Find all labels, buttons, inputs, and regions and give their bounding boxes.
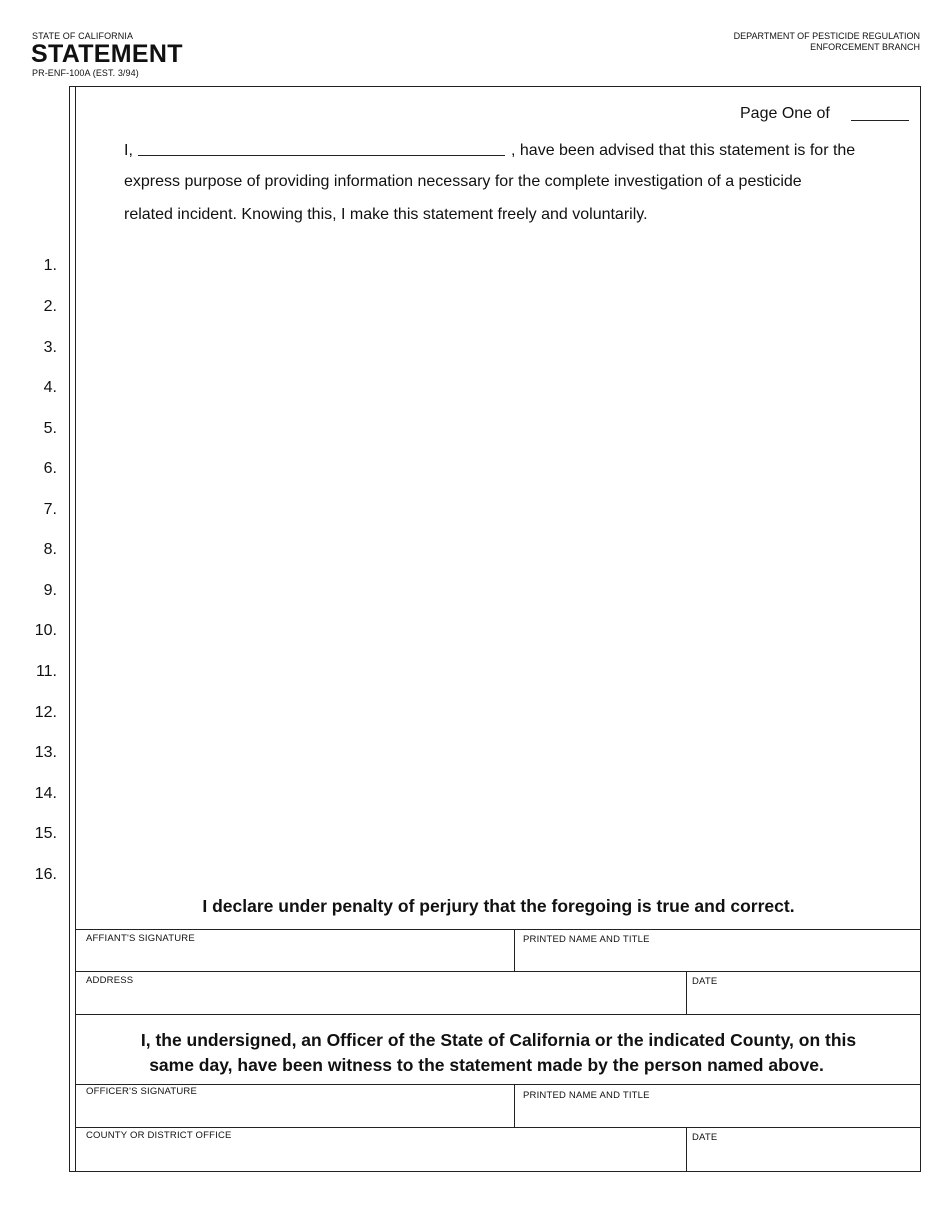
line-number: 7.	[43, 501, 57, 518]
department-header	[620, 31, 920, 53]
line-number: 16.	[34, 866, 57, 883]
affiant-printed-name-field[interactable]	[515, 930, 920, 970]
officer-signature-label: OFFICER'S SIGNATURE	[86, 1086, 197, 1097]
line-number: 5.	[43, 420, 57, 437]
line-number: 6.	[43, 460, 57, 477]
intro-prefix: I,	[124, 142, 133, 159]
page-total-field[interactable]	[851, 120, 909, 121]
officer-signature-field[interactable]	[77, 1085, 513, 1126]
affiant-printed-name-label: PRINTED NAME AND TITLE	[523, 934, 650, 945]
affiant-address-label: ADDRESS	[86, 975, 134, 986]
officer-statement-line1: I, the undersigned, an Officer of the State of California or the indicated County, on this	[140, 1030, 857, 1050]
officer-date-label: DATE	[692, 1132, 718, 1143]
frame-inner-border	[75, 86, 76, 1172]
affiant-date-label: DATE	[692, 976, 718, 987]
line-number: 2.	[43, 298, 57, 315]
state-label: STATE OF CALIFORNIA	[32, 31, 134, 41]
affiant-signature-field[interactable]	[77, 930, 513, 970]
affiant-address-field[interactable]	[77, 972, 685, 1013]
officer-printed-name-field[interactable]	[515, 1085, 920, 1126]
line-number: 1.	[43, 257, 57, 274]
page-title: STATEMENT	[31, 40, 183, 68]
divider	[76, 1014, 921, 1015]
line-number: 15.	[34, 825, 57, 842]
branch-name: ENFORCEMENT BRANCH	[810, 42, 920, 52]
name-field[interactable]	[138, 155, 505, 156]
officer-statement-line2: same day, have been witness to the statement made by the person named above.	[149, 1055, 824, 1075]
perjury-declaration: I declare under penalty of perjury that the foregoing is true and correct.	[202, 896, 795, 916]
line-number: 4.	[43, 379, 57, 396]
line-number: 13.	[34, 744, 57, 761]
affiant-date-field[interactable]	[687, 972, 920, 1013]
line-number: 14.	[34, 785, 57, 802]
line-number: 11.	[35, 663, 57, 680]
page-label: Page One of	[740, 105, 830, 122]
officer-printed-name-label: PRINTED NAME AND TITLE	[523, 1090, 650, 1101]
intro-line1-suffix: , have been advised that this statement is for the	[511, 142, 856, 159]
officer-county-label: COUNTY OR DISTRICT OFFICE	[86, 1130, 232, 1141]
line-number: 12.	[34, 704, 57, 721]
officer-date-field[interactable]	[687, 1128, 920, 1171]
affiant-signature-label: AFFIANT'S SIGNATURE	[86, 933, 195, 944]
intro-line3: related incident. Knowing this, I make this statement freely and voluntarily.	[124, 206, 648, 223]
officer-county-field[interactable]	[77, 1128, 685, 1171]
form-id: PR-ENF-100A (EST. 3/94)	[32, 68, 139, 78]
line-number: 10.	[34, 622, 57, 639]
line-number: 9.	[43, 582, 57, 599]
line-number: 3.	[43, 339, 57, 356]
line-number: 8.	[43, 541, 57, 558]
intro-line2: express purpose of providing information necessary for the complete investigation of a pesticide	[124, 173, 802, 190]
department-name: DEPARTMENT OF PESTICIDE REGULATION	[733, 31, 920, 41]
statement-body-area[interactable]	[80, 245, 916, 885]
